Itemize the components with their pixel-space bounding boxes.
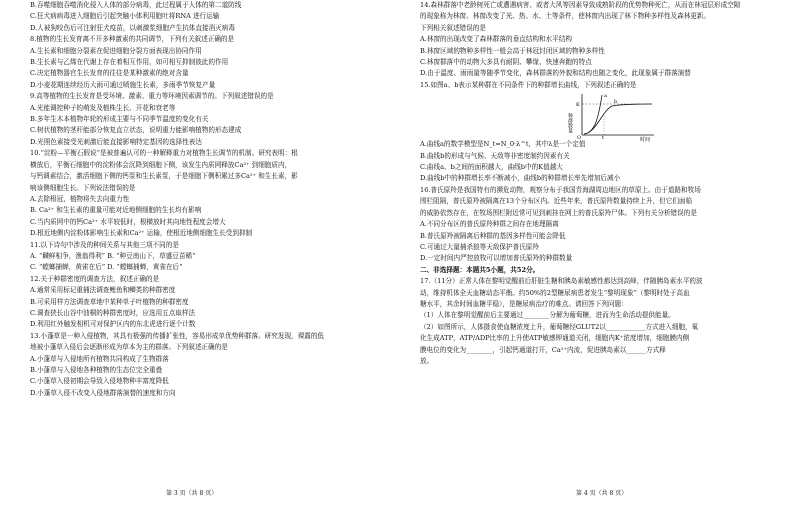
text-line: 15.如图a、b表示某种群在不同条件下的种群增长曲线，下列叙述正确的是: [420, 80, 637, 89]
text-line: D.一定时间内严控放牧可以增加普氏原羚的种群数量: [420, 254, 573, 263]
text-line: 响该侧细胞生长。下列说法错误的是: [30, 183, 136, 192]
text-line: D.由于温度、雨雨量等随季节变化，森林群落的外貌和结构也随之变化，此现象属于群落演替: [420, 69, 691, 78]
text-line: 与钙调素结合，激活细胞下侧的钙泵和生长素泵，于是细胞下侧积累过多Ca²⁺ 和生长素，影: [30, 172, 298, 181]
text-line: （2）如图所示，人体摄食使血糖浓度上升，葡萄糖经GLUT2以____________方式进入细胞，氧: [420, 322, 699, 331]
left-page-column: [30, 0, 395, 399]
text-line: 14.森林群落中老龄树死亡或遭遇病害、或者大风等因素导致成熟阶段的优势物种死亡，从而在林冠层形成空隙: [420, 1, 741, 9]
text-line: A.生长素和细胞分裂素在促进细胞分裂方面表现出协同作用: [30, 46, 202, 55]
origin-label: O: [577, 135, 582, 142]
text-line: D.曲线b中的种群增长率不断减小，曲线b的种群增长率先增加后减小: [420, 174, 621, 183]
text-line: （1）人体在黎明觉醒前后主要通过________分解为葡萄糖，进而为生命活动提供能量。: [420, 311, 675, 320]
text-line: A. “麟鲜相争，渔翁得利” B. “种豆南山下，草盛豆苗稀”: [30, 251, 196, 260]
page-number-right: 第 4 页（共 8 页）: [576, 490, 628, 497]
question-17-block: [420, 276, 770, 367]
text-line: C.曲线a、b之间的面积越大，曲线b中的K值越大: [420, 163, 563, 172]
text-line: B.可采用样方法调查草地中某种单子叶植物的种群密度: [30, 297, 189, 306]
text-line: B.生长素与乙烯在代谢上存在着相互作用，如可相互抑制彼此的作用: [30, 58, 229, 67]
text-line: A.通常采用标记重捕法调查鲤鱼和鲫类的种群密度: [30, 286, 176, 295]
text-line: B.林窗区域的物种多样性一般会高于林冠封闭区域的物种多样性: [420, 46, 605, 55]
growth-curve-chart: [567, 91, 658, 144]
text-line: 膜电位的变化为________，引起钙通道打开，Ca²⁺内流，促进胰岛素以______方式释: [420, 345, 666, 354]
text-line: 动，维持机体全天血糖动态平衡。约50%的2型糖尿病患者发生“黎明现象”（黎明时处于高血: [420, 288, 690, 297]
text-line: A.去除根冠，植物将失去向重力性: [30, 194, 130, 203]
population-growth-figure: [567, 91, 658, 144]
text-line: 地被小蓬草入侵后会逐渐形成为草本为主的群落。下列叙述正确的是: [30, 343, 228, 352]
page-number-left: 第 3 页（共 8 页）: [166, 490, 218, 497]
text-line: 化生成ATP，ATP/ADP比率的上升使ATP敏感钾通道关闭，细胞内K⁺浓度增加，细胞膜内侧: [420, 334, 690, 343]
text-line: 放。: [420, 356, 434, 365]
text-line: C.调查狭长山谷中油桐的种群密度时，应选用五点取样法: [30, 308, 196, 317]
text-line: 13.小蓬草是一种入侵植物，其具有极强的传播扩张性，容易形成单优势种群落。研究发现，裸露的低: [30, 331, 325, 340]
text-line: 9.高等植物的生长发育是受环境、激素、重力等环境因素调节的。下列叙述错误的是: [30, 92, 274, 101]
curve-b: [584, 104, 652, 134]
curve-a-label: a: [604, 93, 607, 100]
text-line: 下列相关叙述错误的是: [420, 23, 486, 32]
text-line: C.决定植物器官生长发育的往往是某种激素的绝对含量: [30, 69, 189, 78]
text-line: B.吞噬细胞吞噬消化侵入人体的部分病毒，此过程属于人体的第二道防线: [30, 1, 242, 9]
text-line: C.树状植物的茎秆能部分恢复直立状态，说明重力能影响植物的形态建成: [30, 126, 242, 135]
text-line: B. Ca²⁺ 和生长素的重量可能对近地侧细胞的生长均有影响: [30, 206, 202, 215]
text-line: 围栏阻隔，普氏原羚被隔离在13个分布区内。近些年来，普氏原羚数量持续上升，但它们面临: [420, 197, 693, 206]
text-line: C.当内质网中的钙Ca²⁺ 水平较低时，根横放时其向地性程度会增大: [30, 217, 226, 226]
text-line: B.普氏原羚被隔离后种群的基因多样性可能会降低: [420, 231, 566, 240]
text-line: C.可通过大量捕杀狼等天敌保护普氏原羚: [420, 242, 539, 251]
text-line: D.小麦花期连续经历大雨可通过喷施生长素，多雨季节恢复产量: [30, 80, 216, 89]
text-line: D.光照色素接受光刺激后能直接影响特定基因的选择性表达: [30, 137, 202, 146]
text-line: D.人被狗咬伤后可注射狂犬疫苗，以刺激浆细胞产生抗体直接消灭病毒: [30, 23, 235, 32]
figure-ylabel: 种群数量: [567, 113, 573, 134]
question-14-15-block: [420, 0, 770, 91]
question-15-16-options-block: [420, 139, 770, 264]
k-label: K: [576, 102, 580, 109]
text-line: 糖水平，其余时间血糖平稳），是糖尿病治疗的难点。请回答下列问题：: [420, 299, 628, 308]
text-line: D.利用红外触发相机可对保护区内的东北虎进行逐个计数: [30, 320, 196, 329]
text-line: 10.“淀粉—平衡石假说”是被普遍认可的一种解释重力对植物生长调节的机制。研究表明：根: [30, 149, 298, 158]
text-line: 17.（11分）正常人体在黎明觉醒前后肝脏生糖和胰岛素敏感性都达到高峰，伴随胰岛素水平的波: [420, 277, 703, 286]
text-line: A.不同分布区的普氏原羚种群之间存在地理隔离: [420, 220, 559, 229]
text-line: A.曲线a的数学模型是N_t=N_0·λ^t，其中λ是一个定值: [420, 140, 586, 149]
text-line: B.曲线b的形成与气候、天敌等非密度制约因素有关: [420, 151, 570, 160]
text-line: C.小蓬草入侵初期会导致入侵地物种丰富度降低: [30, 377, 169, 386]
text-line: D.小蓬草入侵不改变入侵地群落演替的速度和方向: [30, 388, 176, 397]
curve-a: [584, 95, 602, 134]
text-line: C. “螳螂捕蝉，黄雀在后” D. “螳螂捕蝉，黄雀在后”: [30, 263, 183, 272]
text-line: A.光能调控种子的萌发及植株生长、开花和衰老等: [30, 103, 176, 112]
text-line: 11.以下诗句中涉及的种间关系与其他三项不同的是: [30, 240, 179, 249]
text-line: 12.关于种群密度的调查方法，叙述正确的是: [30, 274, 160, 283]
curve-b-label: b: [614, 99, 618, 106]
text-line: A.小蓬草与入侵地所有植物共同构成了生物群落: [30, 354, 169, 363]
right-page-column: [420, 0, 770, 367]
text-line: 16.普氏原羚是我国特有的濒危动物，观察分布于我国青海湖周边地区的草原上。由于道路和牧场: [420, 185, 701, 194]
t-label: t: [602, 135, 605, 142]
section-title: 二、非选择题：本题共5小题，共52分。: [420, 265, 540, 274]
text-line: 8.植物的生长发育离不开多种激素的共同调节，下列有关叙述正确的是: [30, 35, 235, 44]
figure-xlabel: 时间: [640, 137, 651, 144]
text-line: B.多年生木本植物年轮的形成主要与不同季节温度的变化有关: [30, 115, 209, 124]
text-line: 横放后，平衡石细胞中的淀粉体会沉降到细胞下侧，该发生内质网释放Ca²⁺ 到细胞质内，: [30, 160, 292, 169]
text-line: C.林窗群落中的动物大多具有耐阴、攀缘、快速奔跑的特点: [420, 58, 592, 67]
text-line: C.狂犬病病毒进入细胞后引起突触小体利用胞吐将RNA 进行运输: [30, 12, 220, 21]
text-line: B.小蓬草与入侵地各种植物的生态位完全重叠: [30, 366, 163, 374]
text-line: A.林窗的出现改变了森林群落的垂直结构和水平结构: [420, 35, 572, 44]
text-line: 的威胁依然存在，在牧场围栏附近常可见到刺挂在网上的普氏原羚尸体。下列有关分析错误的是: [420, 208, 697, 217]
text-line: D.根近地侧内淀粉体影响生长素和Ca²⁺ 运输，使根近地侧细胞生长受到抑制: [30, 229, 253, 238]
text-line: 的现象称为林窗。林窗改变了光、热、水、土等条件，使林窗内出现了林下物种多样性及森林更新。: [420, 12, 711, 21]
